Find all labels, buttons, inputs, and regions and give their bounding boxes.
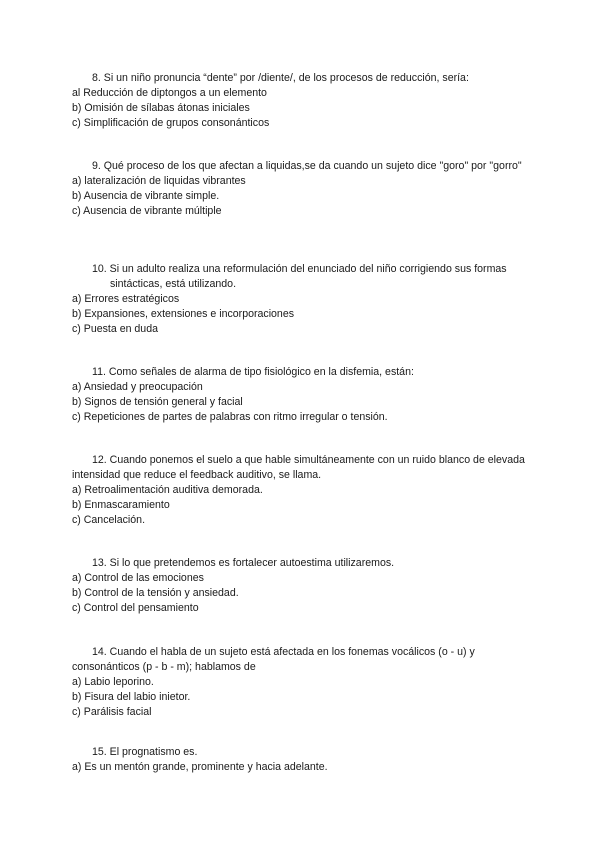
answer-option-c: c) Control del pensamiento (72, 602, 199, 614)
answer-option-b: b) Fisura del labio inietor. (72, 691, 191, 703)
answer-option-a: a) Labio leporino. (72, 676, 154, 688)
answer-option-c: c) Cancelación. (72, 514, 146, 526)
question-13 (72, 556, 542, 616)
answer-option-b: b) Control de la tensión y ansiedad. (72, 587, 239, 599)
answer-option-b: b) Expansiones, extensiones e incorporaciones (72, 308, 295, 320)
question-8 (72, 71, 542, 131)
question-stem: 14. Cuando el habla de un sujeto está afectada en los fonemas vocálicos (o - u) y consonánticos (p - b - m); hablamos de (72, 646, 475, 673)
question-15 (72, 745, 542, 775)
question-stem: 12. Cuando ponemos el suelo a que hable simultáneamente con un ruido blanco de elevada intensidad que reduce el feedback auditivo, se llama. (72, 454, 525, 481)
question-9 (72, 159, 542, 219)
question-12 (72, 453, 542, 528)
answer-option-c: c) Puesta en duda (72, 323, 158, 335)
question-14 (72, 645, 542, 720)
answer-option-b: b) Ausencia de vibrante simple. (72, 190, 220, 202)
answer-option-a: a) Es un mentón grande, prominente y hacia adelante. (72, 761, 328, 773)
answer-option-a: al Reducción de diptongos a un elemento (72, 87, 267, 99)
answer-option-b: b) Enmascaramiento (72, 499, 170, 511)
answer-option-a: a) Control de las emociones (72, 572, 204, 584)
question-stem: 8. Si un niño pronuncia “dente” por /diente/, de los procesos de reducción, sería: (92, 72, 469, 84)
answer-option-a: a) lateralización de liquidas vibrantes (72, 175, 246, 187)
answer-option-c: c) Simplificación de grupos consonánticos (72, 117, 270, 129)
question-stem: 11. Como señales de alarma de tipo fisiológico en la disfemia, están: (92, 366, 414, 378)
question-stem: 9. Qué proceso de los que afectan a liquidas,se da cuando un sujeto dice "goro" por "gorro" (92, 160, 522, 172)
answer-option-c: c) Repeticiones de partes de palabras con ritmo irregular o tensión. (72, 411, 388, 423)
answer-option-c: c) Ausencia de vibrante múltiple (72, 205, 222, 217)
question-11 (72, 365, 542, 425)
question-stem: 10. Si un adulto realiza una reformulación del enunciado del niño corrigiendo sus formas sintácticas, está utilizando. (92, 263, 507, 290)
answer-option-a: a) Retroalimentación auditiva demorada. (72, 484, 263, 496)
answer-option-b: b) Omisión de sílabas átonas iniciales (72, 102, 250, 114)
answer-option-b: b) Signos de tensión general y facial (72, 396, 243, 408)
answer-option-a: a) Ansiedad y preocupación (72, 381, 203, 393)
question-stem: 13. Si lo que pretendemos es fortalecer autoestima utilizaremos. (92, 557, 395, 569)
answer-option-a: a) Errores estratégicos (72, 293, 180, 305)
question-10 (72, 262, 542, 337)
question-stem: 15. El prognatismo es. (92, 746, 198, 758)
answer-option-c: c) Parálisis facial (72, 706, 152, 718)
